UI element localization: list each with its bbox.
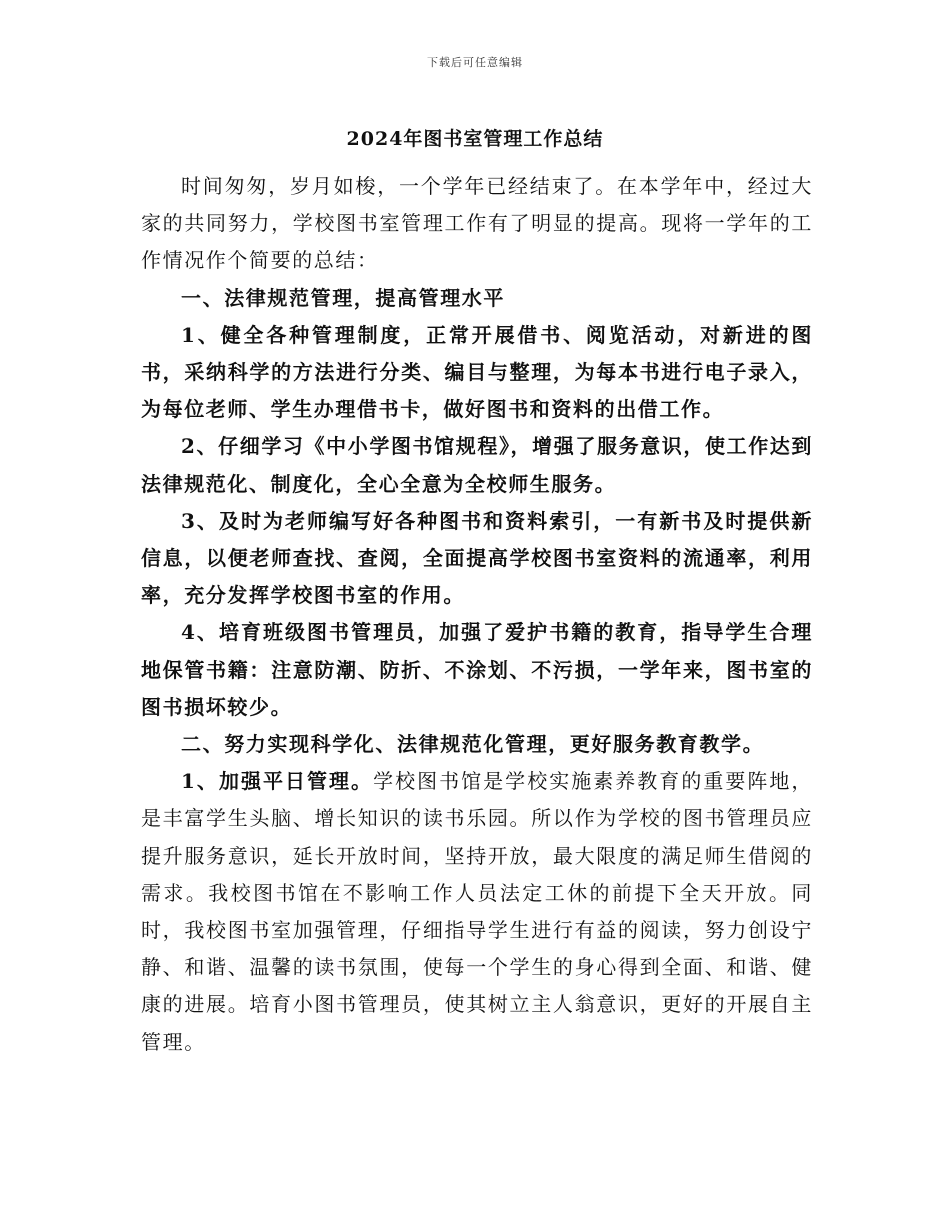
section-1-heading: 一、法律规范管理，提高管理水平 bbox=[181, 285, 505, 310]
header-note: 下载后可任意编辑 bbox=[427, 56, 523, 69]
section-2-item-1-lead: 1、加强平日管理。 bbox=[181, 769, 374, 794]
section-2-item-1-body: 学校图书馆是学校实施素养教育的重要阵地，是丰富学生头脑、增长知识的读书乐园。所以作为学校的图书管理员应提升服务意识，延长开放时间，坚持开放，最大限度的满足师生借阅的需求。我校图书馆在不影响工作人员法定工休的前提下全天开放。同时，我校图书室加强管理，仔细指导学生进行有益的阅读，努力创设宁静、和谐、温馨的读书氛围，使每一个学生的身心得到全面、和谐、健康的进展。培育小图书管理员，使其树立主人翁意识，更好的开展自主管理。 bbox=[141, 769, 813, 1054]
section-1-item-3: 3、及时为老师编写好各种图书和资料索引，一有新书及时提供新信息，以便老师查找、查阅，全面提高学校图书室资料的流通率，利用率，充分发挥学校图书室的作用。 bbox=[141, 508, 813, 608]
document-body bbox=[141, 168, 813, 1061]
section-1-item-2: 2、仔细学习《中小学图书馆规程》，增强了服务意识，使工作达到法律规范化、制度化，全心全意为全校师生服务。 bbox=[141, 434, 813, 496]
section-2-heading: 二、努力实现科学化、法律规范化管理，更好服务教育教学。 bbox=[181, 732, 765, 757]
section-2-item-1 bbox=[141, 763, 813, 1061]
intro-paragraph: 时间匆匆，岁月如梭，一个学年已经结束了。在本学年中，经过大家的共同努力，学校图书室管理工作有了明显的提高。现将一学年的工作情况作个简要的总结： bbox=[141, 174, 813, 273]
page-title: 2024年图书室管理工作总结 bbox=[346, 128, 604, 150]
section-1-item-4: 4、培育班级图书管理员，加强了爱护书籍的教育，指导学生合理地保管书籍：注意防潮、防折、不涂划、不污损，一学年来，图书室的图书损坏较少。 bbox=[141, 620, 813, 719]
section-1-item-1: 1、健全各种管理制度，正常开展借书、阅览活动，对新进的图书，采纳科学的方法进行分类、编目与整理，为每本书进行电子录入，为每位老师、学生办理借书卡，做好图书和资料的出借工作。 bbox=[141, 322, 813, 422]
